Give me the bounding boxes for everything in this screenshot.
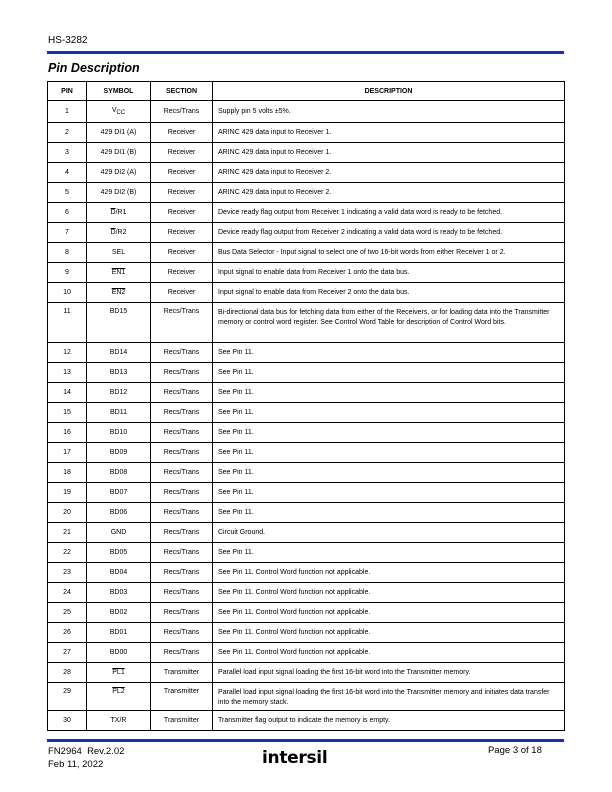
footer-date: Feb 11, 2022 bbox=[48, 759, 104, 770]
footer-left bbox=[48, 745, 124, 771]
pin-description-table bbox=[47, 81, 565, 731]
pin-number: 3 bbox=[48, 143, 87, 163]
footer-page-number: Page 3 of 18 bbox=[488, 745, 542, 756]
pin-description: See Pin 11. Control Word function not applicable. bbox=[213, 563, 565, 583]
pin-description: Device ready flag output from Receiver 2 indicating a valid data word is ready to be fetched. bbox=[213, 223, 565, 243]
pin-section: Receiver bbox=[151, 143, 213, 163]
table-row bbox=[48, 711, 565, 731]
pin-section: Transmitter bbox=[151, 663, 213, 683]
header-symbol: SYMBOL bbox=[87, 82, 151, 101]
pin-section: Recs/Trans bbox=[151, 643, 213, 663]
symbol-active-low bbox=[111, 209, 127, 216]
pin-symbol bbox=[87, 223, 151, 243]
pin-number: 21 bbox=[48, 523, 87, 543]
table-row bbox=[48, 223, 565, 243]
table-row bbox=[48, 403, 565, 423]
header-rule bbox=[47, 51, 564, 54]
pin-description: Circuit Ground. bbox=[213, 523, 565, 543]
pin-number: 26 bbox=[48, 623, 87, 643]
table-row bbox=[48, 443, 565, 463]
table-row bbox=[48, 243, 565, 263]
pin-section: Transmitter bbox=[151, 683, 213, 711]
pin-section: Recs/Trans bbox=[151, 503, 213, 523]
pin-section: Recs/Trans bbox=[151, 443, 213, 463]
pin-description: See Pin 11. Control Word function not applicable. bbox=[213, 623, 565, 643]
pin-symbol: BD08 bbox=[87, 463, 151, 483]
pin-description: See Pin 11. bbox=[213, 503, 565, 523]
pin-number: 28 bbox=[48, 663, 87, 683]
pin-symbol: BD11 bbox=[87, 403, 151, 423]
pin-section: Transmitter bbox=[151, 711, 213, 731]
pin-section: Recs/Trans bbox=[151, 483, 213, 503]
pin-symbol: BD01 bbox=[87, 623, 151, 643]
pin-section: Recs/Trans bbox=[151, 423, 213, 443]
pin-number: 24 bbox=[48, 583, 87, 603]
pin-section: Receiver bbox=[151, 283, 213, 303]
pin-description: See Pin 11. bbox=[213, 343, 565, 363]
pin-section: Receiver bbox=[151, 183, 213, 203]
pin-description: ARINC 429 data input to Receiver 1. bbox=[213, 143, 565, 163]
pin-section: Recs/Trans bbox=[151, 101, 213, 123]
pin-symbol: BD13 bbox=[87, 363, 151, 383]
pin-section: Receiver bbox=[151, 223, 213, 243]
pin-number: 27 bbox=[48, 643, 87, 663]
table-row bbox=[48, 483, 565, 503]
table-row bbox=[48, 503, 565, 523]
header-pin: PIN bbox=[48, 82, 87, 101]
pin-section: Recs/Trans bbox=[151, 623, 213, 643]
pin-symbol: BD14 bbox=[87, 343, 151, 363]
pin-number: 8 bbox=[48, 243, 87, 263]
pin-symbol: BD03 bbox=[87, 583, 151, 603]
pin-description: See Pin 11. bbox=[213, 423, 565, 443]
symbol-subscript: CC bbox=[116, 110, 126, 116]
pin-description: Parallel load input signal loading the first 16-bit word into the Transmitter memory. bbox=[213, 663, 565, 683]
table-row bbox=[48, 523, 565, 543]
pin-symbol bbox=[87, 683, 151, 711]
pin-symbol bbox=[87, 263, 151, 283]
pin-description: Bus Data Selector - Input signal to select one of two 16-bit words from either Receiver 1 or 2. bbox=[213, 243, 565, 263]
table-row bbox=[48, 623, 565, 643]
pin-number: 12 bbox=[48, 343, 87, 363]
section-title: Pin Description bbox=[48, 61, 140, 75]
pin-description: See Pin 11. Control Word function not applicable. bbox=[213, 603, 565, 623]
table-row bbox=[48, 163, 565, 183]
symbol-bar-part: $\overline{D}$ bbox=[110, 209, 116, 216]
pin-symbol: BD07 bbox=[87, 483, 151, 503]
table-row bbox=[48, 563, 565, 583]
table-row bbox=[48, 463, 565, 483]
pin-description: See Pin 11. bbox=[213, 463, 565, 483]
pin-symbol: BD02 bbox=[87, 603, 151, 623]
pin-section: Receiver bbox=[151, 243, 213, 263]
pin-symbol: BD04 bbox=[87, 563, 151, 583]
symbol-active-low: PL1 bbox=[112, 669, 125, 676]
pin-number: 6 bbox=[48, 203, 87, 223]
table-row bbox=[48, 583, 565, 603]
pin-number: 4 bbox=[48, 163, 87, 183]
table-row bbox=[48, 423, 565, 443]
table-row bbox=[48, 383, 565, 403]
pin-number: 10 bbox=[48, 283, 87, 303]
footer-doc-number: FN2964 Rev.2.02 bbox=[48, 746, 125, 757]
pin-symbol: BD00 bbox=[87, 643, 151, 663]
pin-number: 18 bbox=[48, 463, 87, 483]
symbol-active-low: PL2 bbox=[112, 688, 125, 695]
pin-number: 19 bbox=[48, 483, 87, 503]
pin-number: 29 bbox=[48, 683, 87, 711]
pin-description: See Pin 11. bbox=[213, 483, 565, 503]
symbol-active-low: EN1 bbox=[111, 269, 126, 276]
pin-description: See Pin 11. Control Word function not applicable. bbox=[213, 643, 565, 663]
pin-symbol: BD12 bbox=[87, 383, 151, 403]
pin-section: Receiver bbox=[151, 123, 213, 143]
pin-description: Parallel load input signal loading the first 16-bit word into the Transmitter memory and initiates data transfer into the memory stack. bbox=[213, 683, 565, 711]
pin-section: Recs/Trans bbox=[151, 543, 213, 563]
pin-section: Recs/Trans bbox=[151, 303, 213, 343]
pin-description: ARINC 429 data input to Receiver 1. bbox=[213, 123, 565, 143]
pin-number: 15 bbox=[48, 403, 87, 423]
symbol-rest-part: /R2 bbox=[115, 229, 127, 236]
pin-description: Supply pin 5 volts ±5%. bbox=[213, 101, 565, 123]
pin-description: Transmitter flag output to indicate the memory is empty. bbox=[213, 711, 565, 731]
pin-symbol: SEL bbox=[87, 243, 151, 263]
pin-symbol: BD10 bbox=[87, 423, 151, 443]
table-row bbox=[48, 183, 565, 203]
pin-number: 22 bbox=[48, 543, 87, 563]
pin-description: Input signal to enable data from Receiver 1 onto the data bus. bbox=[213, 263, 565, 283]
intersil-logo: intersil bbox=[262, 748, 328, 768]
pin-symbol: BD15 bbox=[87, 303, 151, 343]
pin-symbol: 429 DI1 (B) bbox=[87, 143, 151, 163]
pin-symbol: BD06 bbox=[87, 503, 151, 523]
header-section: SECTION bbox=[151, 82, 213, 101]
pin-description: ARINC 429 data input to Receiver 2. bbox=[213, 163, 565, 183]
pin-symbol: GND bbox=[87, 523, 151, 543]
table-row bbox=[48, 283, 565, 303]
table-row bbox=[48, 123, 565, 143]
pin-number: 17 bbox=[48, 443, 87, 463]
table-row bbox=[48, 303, 565, 343]
pin-section: Receiver bbox=[151, 263, 213, 283]
table-header-row bbox=[48, 82, 565, 101]
pin-symbol: TX/R bbox=[87, 711, 151, 731]
pin-description: See Pin 11. bbox=[213, 403, 565, 423]
pin-symbol bbox=[87, 283, 151, 303]
symbol-active-low: EN2 bbox=[111, 289, 126, 296]
symbol-main: V bbox=[111, 107, 117, 114]
pin-section: Receiver bbox=[151, 203, 213, 223]
pin-description: Bi-directional data bus for fetching data from either of the Receivers, or for loading data into the Transmitter memory or control word register. See Control Word Table for description of Control Word bits. bbox=[213, 303, 565, 343]
pin-section: Recs/Trans bbox=[151, 583, 213, 603]
table-row bbox=[48, 343, 565, 363]
pin-symbol: 429 DI1 (A) bbox=[87, 123, 151, 143]
table-row bbox=[48, 543, 565, 563]
table-row bbox=[48, 363, 565, 383]
pin-description: See Pin 11. bbox=[213, 363, 565, 383]
pin-description: See Pin 11. bbox=[213, 383, 565, 403]
table-row bbox=[48, 643, 565, 663]
pin-number: 14 bbox=[48, 383, 87, 403]
pin-description: Device ready flag output from Receiver 1 indicating a valid data word is ready to be fetched. bbox=[213, 203, 565, 223]
pin-symbol bbox=[87, 203, 151, 223]
pin-number: 2 bbox=[48, 123, 87, 143]
table-row bbox=[48, 263, 565, 283]
pin-description: See Pin 11. Control Word function not applicable. bbox=[213, 583, 565, 603]
pin-number: 16 bbox=[48, 423, 87, 443]
pin-description: Input signal to enable data from Receiver 2 onto the data bus. bbox=[213, 283, 565, 303]
symbol-active-low bbox=[111, 229, 127, 236]
pin-section: Recs/Trans bbox=[151, 383, 213, 403]
pin-symbol: 429 DI2 (A) bbox=[87, 163, 151, 183]
pin-number: 9 bbox=[48, 263, 87, 283]
pin-section: Receiver bbox=[151, 163, 213, 183]
pin-number: 1 bbox=[48, 101, 87, 123]
symbol-bar-part: $\overline{D}$ bbox=[110, 229, 116, 236]
pin-symbol: 429 DI2 (B) bbox=[87, 183, 151, 203]
pin-section: Recs/Trans bbox=[151, 363, 213, 383]
pin-description: See Pin 11. bbox=[213, 543, 565, 563]
pin-section: Recs/Trans bbox=[151, 463, 213, 483]
pin-description: See Pin 11. bbox=[213, 443, 565, 463]
pin-number: 5 bbox=[48, 183, 87, 203]
pin-section: Recs/Trans bbox=[151, 563, 213, 583]
table-row bbox=[48, 603, 565, 623]
pin-section: Recs/Trans bbox=[151, 403, 213, 423]
footer-rule bbox=[47, 739, 564, 742]
pin-symbol bbox=[87, 101, 151, 123]
table-row bbox=[48, 683, 565, 711]
symbol-rest-part: /R1 bbox=[115, 209, 127, 216]
pin-symbol bbox=[87, 663, 151, 683]
pin-section: Recs/Trans bbox=[151, 523, 213, 543]
pin-description: ARINC 429 data input to Receiver 2. bbox=[213, 183, 565, 203]
table-row bbox=[48, 663, 565, 683]
pin-section: Recs/Trans bbox=[151, 603, 213, 623]
pin-number: 7 bbox=[48, 223, 87, 243]
pin-section: Recs/Trans bbox=[151, 343, 213, 363]
pin-number: 30 bbox=[48, 711, 87, 731]
table-row bbox=[48, 203, 565, 223]
pin-number: 13 bbox=[48, 363, 87, 383]
document-id: HS-3282 bbox=[48, 35, 88, 46]
table-row bbox=[48, 143, 565, 163]
pin-number: 11 bbox=[48, 303, 87, 343]
header-description: DESCRIPTION bbox=[213, 82, 565, 101]
pin-symbol: BD09 bbox=[87, 443, 151, 463]
pin-symbol: BD05 bbox=[87, 543, 151, 563]
table-row bbox=[48, 101, 565, 123]
pin-number: 25 bbox=[48, 603, 87, 623]
pin-number: 20 bbox=[48, 503, 87, 523]
pin-number: 23 bbox=[48, 563, 87, 583]
